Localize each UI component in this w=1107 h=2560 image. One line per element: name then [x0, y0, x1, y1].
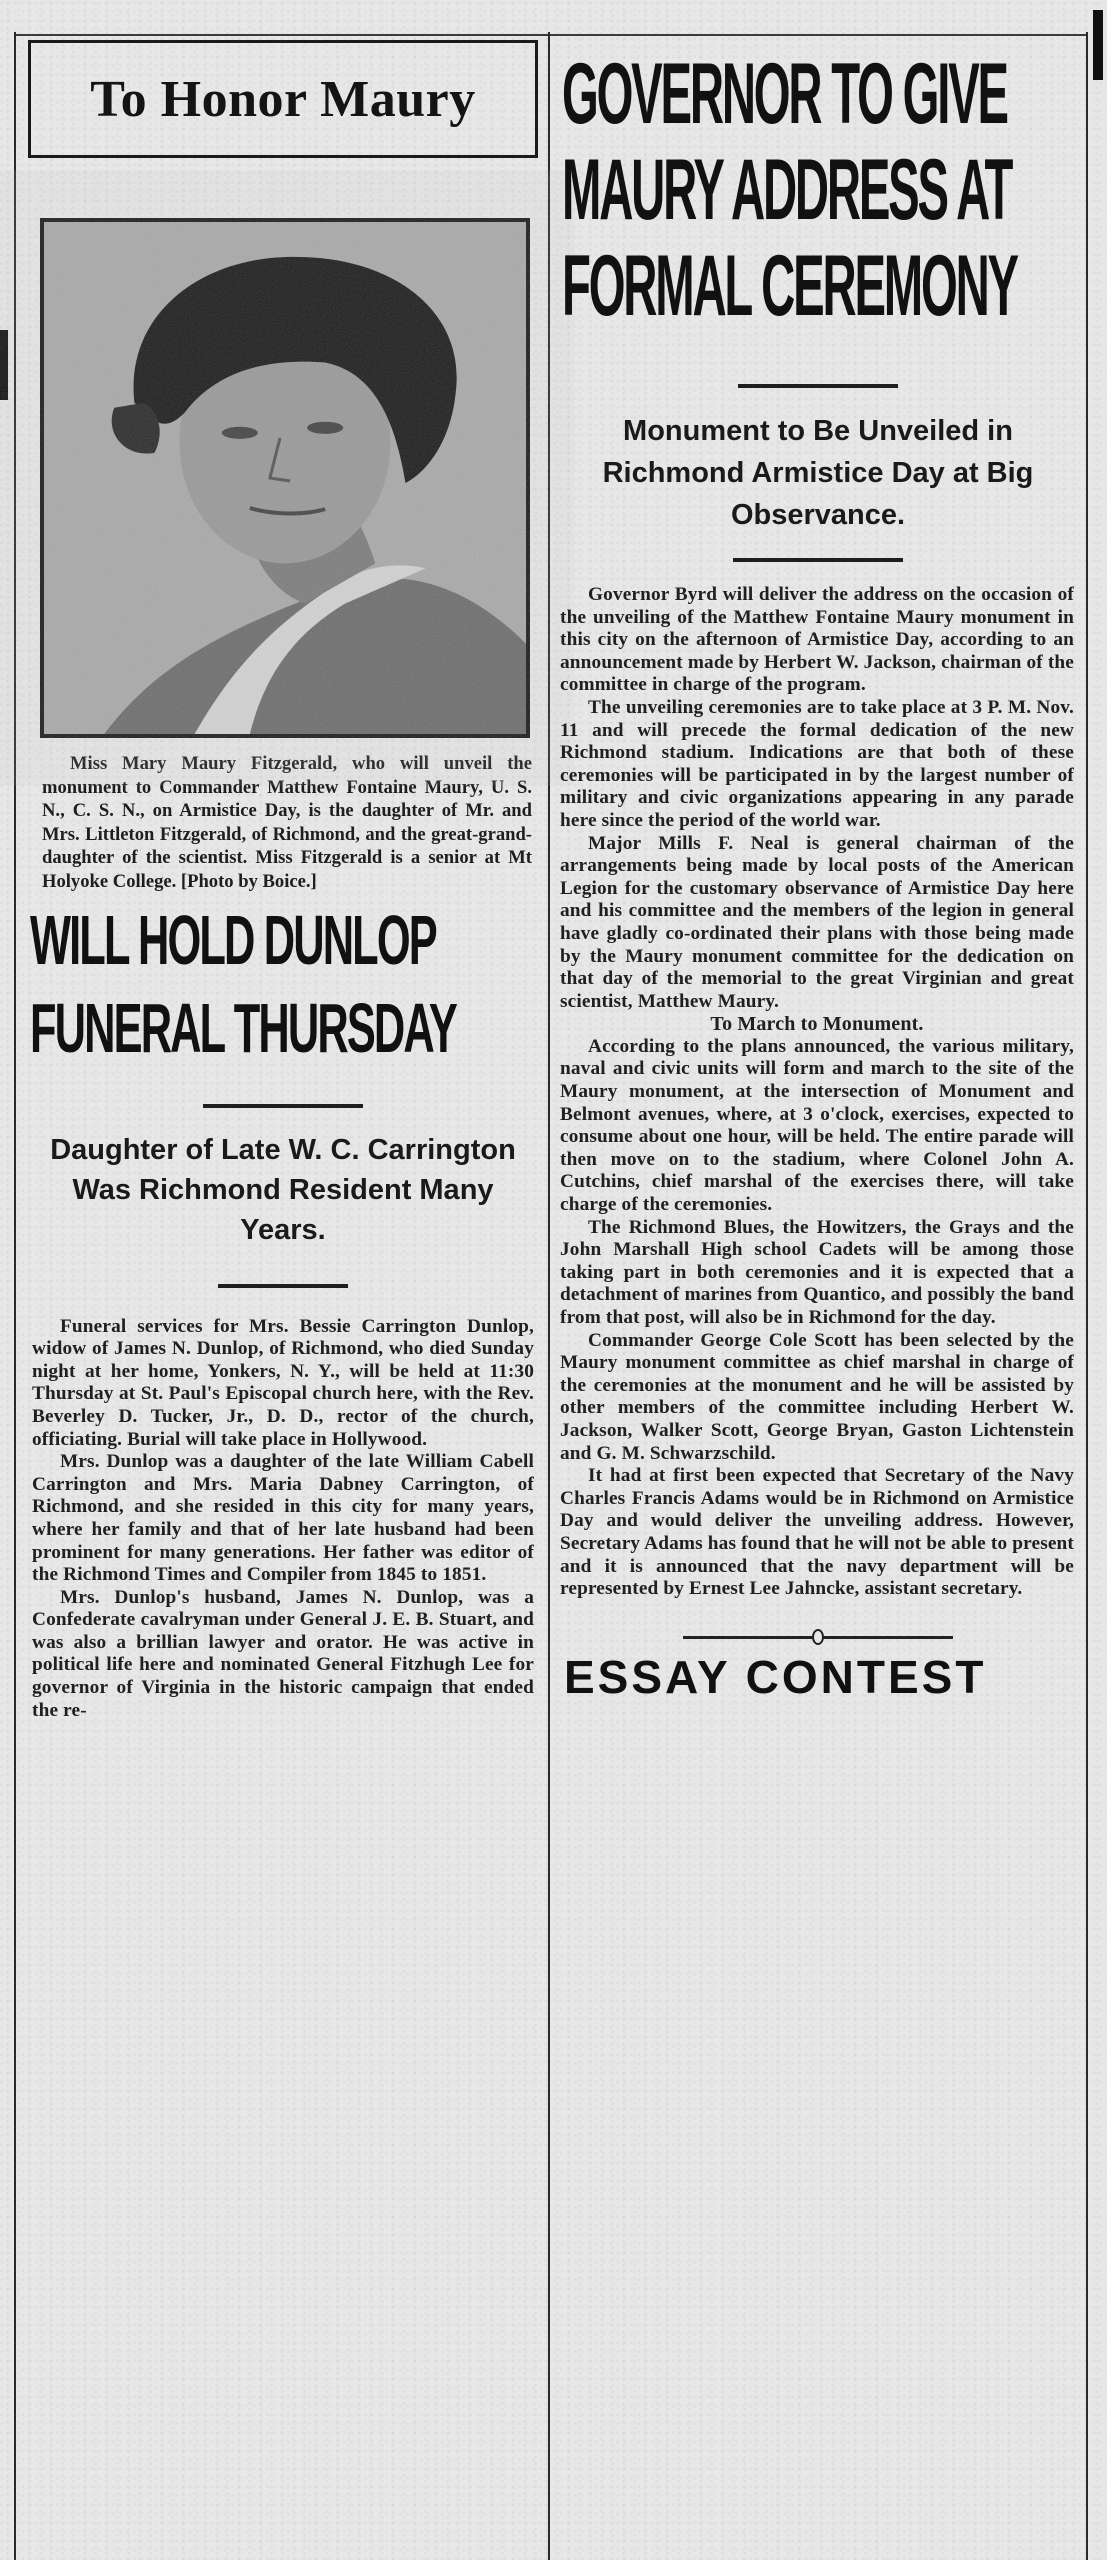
paragraph: The unveiling ceremonies are to take place at 3 P. M. Nov. 11 and will precede the formal dedication of the new Richmond stadium. Indications are that both of these ceremonies will be participated in by the largest number of military and civic organizations appearing in any parade here since the period of the world war.: [560, 696, 1074, 831]
top-rule: [14, 34, 1088, 36]
portrait-woman-icon: [44, 222, 526, 734]
maury-article-body: [560, 584, 1074, 1601]
column-rule-right: [1086, 32, 1088, 2560]
left-column: [24, 40, 542, 1722]
maury-headline: [556, 46, 1080, 346]
column-rule-left: [14, 32, 16, 2560]
subheadline-divider: [218, 1284, 348, 1288]
section-heading: To March to Monument.: [710, 1013, 924, 1036]
portrait-photo: [40, 218, 530, 738]
dunlop-subheadline: Daughter of Late W. C. Carrington Was Richmond Resident Many Years.: [50, 1133, 516, 1246]
headline-divider: [203, 1104, 363, 1108]
headline-line: MAURY ADDRESS AT: [562, 142, 1012, 238]
subheadline-divider: [733, 558, 903, 562]
paragraph: Funeral services for Mrs. Bessie Carrington Dunlop, widow of James N. Dunlop, of Richmond, who died Sunday night at her home, Yonkers, N. Y., will be held at 11:30 Thursday at St. Paul's Episcopal church here, with the Rev. Beverley D. Tucker, Jr., D. D., rector of the church, officiating. Burial will take place in Hollywood.: [32, 1315, 534, 1450]
next-article-headline-partial: ESSAY CONTEST: [564, 1650, 987, 1703]
headline-line: WILL HOLD DUNLOP: [30, 900, 436, 979]
photo-caption: Miss Mary Maury Fitzgerald, who will unveil the monument to Commander Matthew Fontaine Maury, U. S. N., C. S. N., on Armistice Day, is the daughter of Mr. and Mrs. Littleton Fitzgerald, of Richmond, and the great-grand-daughter of the scientist. Miss Fitzgerald is a senior at Mt Holyoke College. [Photo by Boice.]: [42, 753, 532, 892]
headline-line: FUNERAL THURSDAY: [30, 988, 456, 1067]
dunlop-article-body: [32, 1316, 534, 1723]
paragraph: It had at first been expected that Secretary of the Navy Charles Francis Adams would be in Richmond on Armistice Day and would deliver the unveiling address. However, Secretary Adams has found that he will not be able to present and it is announced that the navy department will be represented by Ernest Lee Jahncke, assistant secretary.: [560, 1465, 1074, 1600]
paragraph: According to the plans announced, the various military, naval and civic units will form and march to the site of the Maury monument, at the intersection of Monument and Belmont avenues, where, at 3 o'clock, exercises, expected to consume about one hour, will be held. The entire parade will then move on to the stadium, where Colonel John A. Cutchins, chief marshal of the exercises there, will take charge of the ceremonies.: [560, 1035, 1074, 1216]
headline-divider: [738, 384, 898, 388]
paragraph: Commander George Cole Scott has been selected by the Maury monument committee as chief marshal in charge of the ceremonies at the monument and he will be assisted by other members of the committee including Herbert W. Jackson, Walker Scott, George Bryan, Gaston Lichtenstein and G. M. Schwarzschild.: [560, 1329, 1074, 1464]
paragraph: Governor Byrd will deliver the address on the occasion of the unveiling of the Matthew Fontaine Maury monument in this city on the afternoon of Armistice Day, according to an announcement made by Herbert W. Jackson, chairman of the committee in charge of the program.: [560, 584, 1074, 696]
paragraph: Major Mills F. Neal is general chairman of the arrangements being made by local posts of the American Legion for the customary observance of Armistice Day here and his committee and the members of the legion in general have gladly co-ordinated their plans with those being made by the Maury monument committee for the dedication on that day of the memorial to the great Virginian and great scientist, Matthew Maury.: [560, 832, 1074, 1012]
box-headline: To Honor Maury: [90, 70, 476, 128]
headline-line: FORMAL CEREMONY: [562, 238, 1017, 334]
maury-subheadline: Monument to Be Unveiled in Richmond Armistice Day at Big Observance.: [602, 415, 1034, 531]
article-end-ornament: [683, 1627, 953, 1647]
paragraph: Mrs. Dunlop was a daughter of the late William Cabell Carrington and Mrs. Maria Dabney Carrington, of Richmond, and she resided in this city for many years, where her family and that of her late husband had been prominent for many generations. Her father was editor of the Richmond Times and Compiler from 1845 to 1851.: [32, 1451, 534, 1586]
paragraph: The Richmond Blues, the Howitzers, the Grays and the John Marshall High school Cadets will be among those taking part in both ceremonies and it is expected that a detachment of marines from Quantico, and possibly the band from that post, will also be in Richmond for the day.: [560, 1216, 1074, 1328]
adjacent-column-fragment-left: [0, 330, 8, 400]
paragraph: Mrs. Dunlop's husband, James N. Dunlop, was a Confederate cavalryman under General J. E. B. Stuart, and was also a brillian lawyer and orator. He was active in political life here and nominated General Fitzhugh Lee for governor of Virginia in the historic campaign that ended the re-: [32, 1586, 534, 1721]
column-rule-middle: [548, 32, 550, 2560]
dunlop-headline: [24, 896, 542, 1086]
adjacent-column-fragment-right: [1093, 10, 1103, 80]
right-column: [556, 40, 1080, 1703]
to-honor-maury-box: [28, 40, 538, 158]
headline-line: GOVERNOR TO GIVE: [562, 46, 1007, 142]
